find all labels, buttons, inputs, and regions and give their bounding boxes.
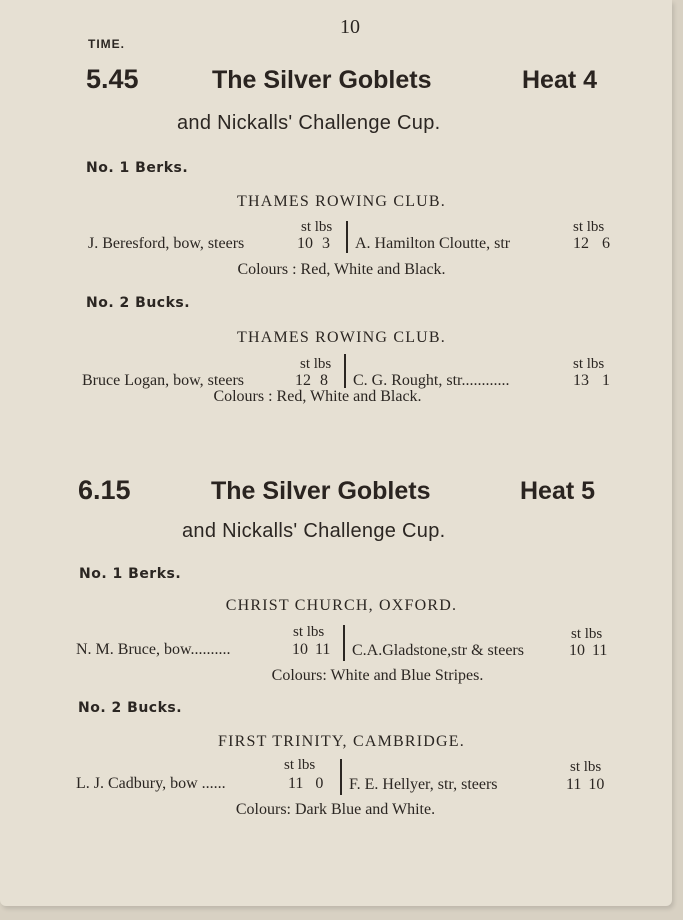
crew-divider: [344, 354, 346, 388]
stroke-rower-name: A. Hamilton Cloutte, str: [355, 235, 511, 252]
bow-rower-weight: 10 11: [292, 641, 331, 658]
race-title: The Silver Goblets: [211, 477, 431, 505]
crew-colours: Colours : Red, White and Black.: [213, 388, 422, 405]
stroke-rower-weight: 10 11: [569, 642, 608, 659]
weight-header-right: st lbs: [573, 356, 605, 372]
race-subtitle: and Nickalls' Challenge Cup.: [177, 112, 441, 134]
weight-header-right: st lbs: [573, 219, 605, 235]
station-label: No. 1 Berks.: [79, 566, 182, 582]
heat-label: Heat 5: [520, 477, 596, 505]
station-label: No. 2 Bucks.: [86, 295, 191, 311]
crew-colours: Colours: White and Blue Stripes.: [271, 667, 484, 684]
bow-rower-name: Bruce Logan, bow, steers: [82, 372, 245, 389]
weight-header-right: st lbs: [571, 626, 603, 642]
page-number: 10: [340, 16, 360, 38]
weight-header-right: st lbs: [570, 759, 602, 775]
stroke-rower-weight: 12 6: [573, 235, 610, 252]
race-title: The Silver Goblets: [212, 66, 432, 94]
race-time: 6.15: [78, 475, 131, 505]
race-time: 5.45: [86, 64, 139, 94]
crew-divider: [346, 221, 348, 253]
club-name: FIRST TRINITY, CAMBRIDGE.: [218, 733, 465, 750]
stroke-rower-name: F. E. Hellyer, str, steers: [349, 776, 498, 793]
bow-rower-name: L. J. Cadbury, bow ......: [76, 775, 226, 792]
race-subtitle: and Nickalls' Challenge Cup.: [182, 520, 446, 542]
weight-header-left: st lbs: [301, 219, 333, 235]
weight-header-left: st lbs: [293, 624, 325, 640]
crew-divider: [343, 625, 345, 661]
crew-divider: [340, 759, 342, 795]
club-name: THAMES ROWING CLUB.: [236, 193, 447, 210]
crew-colours: Colours : Red, White and Black.: [237, 261, 446, 278]
heat-label: Heat 4: [522, 66, 598, 94]
bow-rower-weight: 10 3: [297, 235, 330, 252]
weight-header-left: st lbs: [284, 757, 316, 773]
stroke-rower-weight: 11 10: [566, 776, 605, 793]
stroke-rower-weight: 13 1: [573, 372, 610, 389]
bow-rower-weight: 12 8: [295, 372, 328, 389]
bow-rower-name: N. M. Bruce, bow..........: [76, 641, 231, 658]
stroke-rower-name: C.A.Gladstone,str & steers: [352, 642, 524, 659]
club-name: CHRIST CHURCH, OXFORD.: [225, 597, 458, 614]
station-label: No. 2 Bucks.: [78, 700, 183, 716]
club-name: THAMES ROWING CLUB.: [236, 329, 447, 346]
stroke-rower-name: C. G. Rought, str............: [353, 372, 510, 389]
crew-colours: Colours: Dark Blue and White.: [235, 801, 436, 818]
time-column-header: TIME.: [88, 37, 125, 51]
bow-rower-name: J. Beresford, bow, steers: [88, 235, 245, 252]
station-label: No. 1 Berks.: [86, 160, 189, 176]
bow-rower-weight: 11 0: [288, 775, 324, 792]
weight-header-left: st lbs: [300, 356, 332, 372]
